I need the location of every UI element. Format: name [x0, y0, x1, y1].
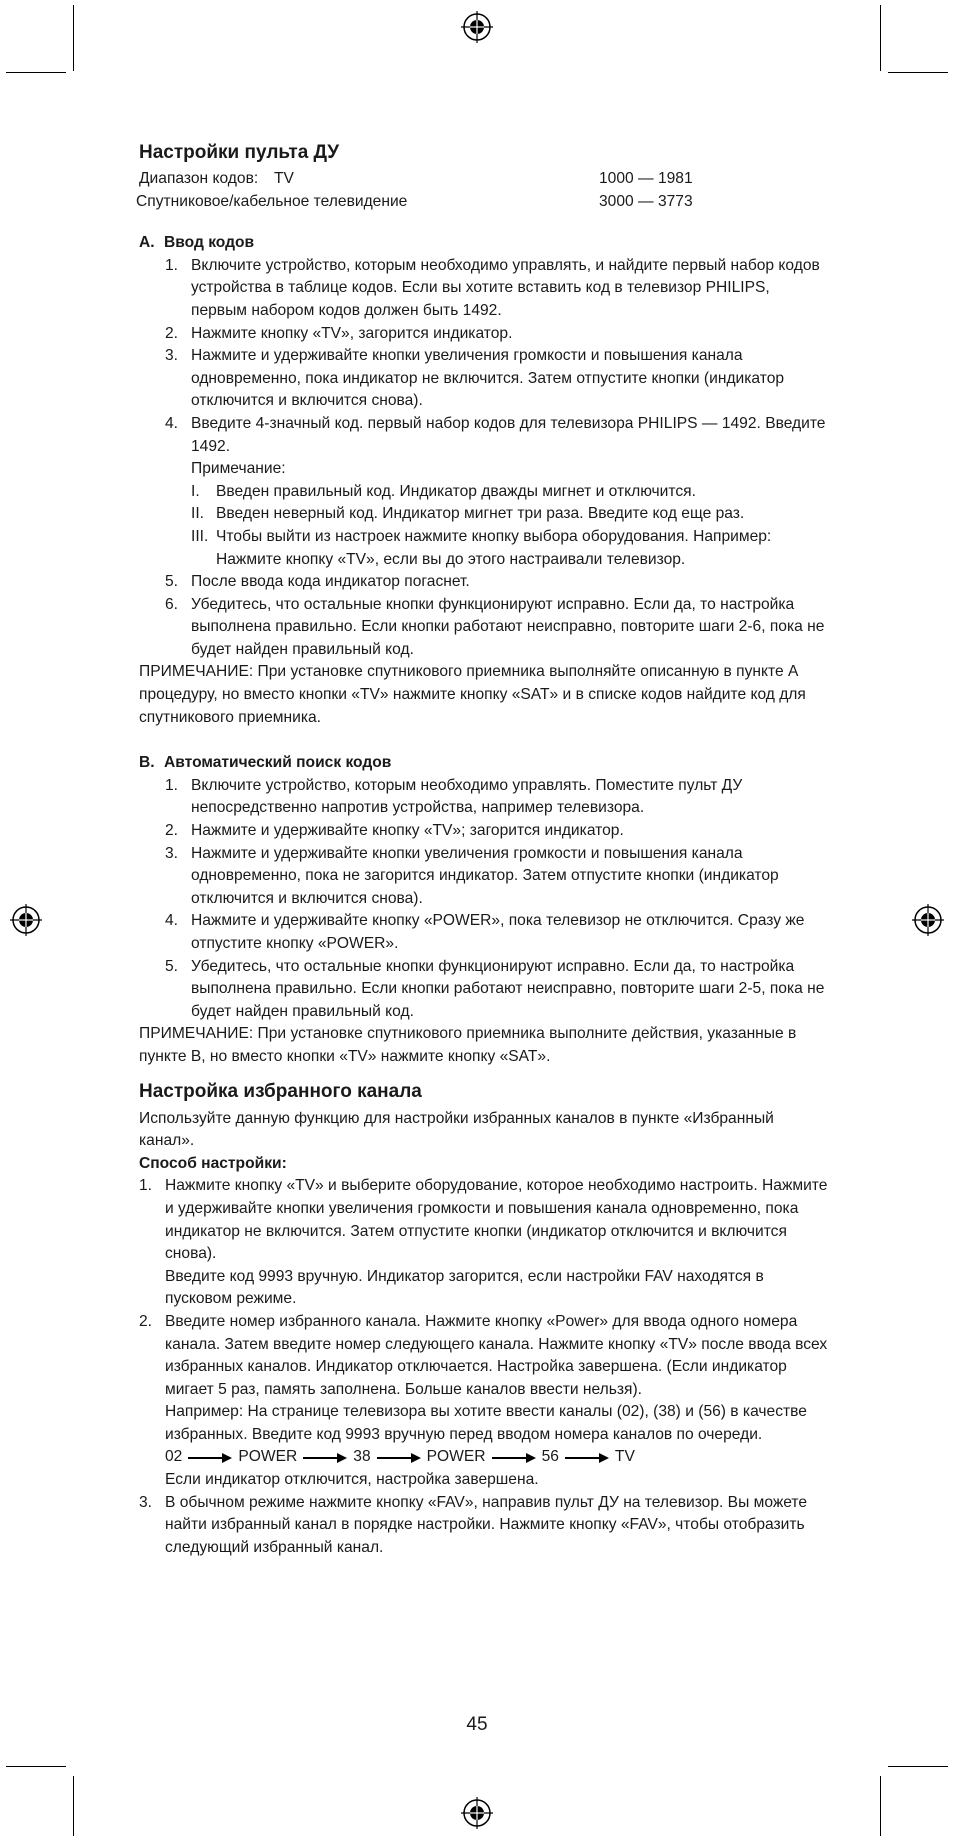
- registration-mark-icon: [912, 904, 944, 936]
- step-text: Введите номер избранного канала. Нажмите кнопку «Power» для ввода одного номера канала. Затем введите номер следующего канала. Нажмите кнопку «TV» после ввода всех избранных каналов. Индикатор отключается. Настройка завершена. (Если индикатор мигает 5 раз, память заполнена. Больше каналов ввести нельзя).: [165, 1312, 828, 1398]
- list-item: [165, 956, 829, 1024]
- crop-mark: [888, 72, 948, 73]
- list-item: [139, 1175, 829, 1311]
- note-list: [191, 481, 829, 571]
- step-text: Нажмите и удерживайте кнопку «TV»; загорится индикатор.: [191, 822, 624, 840]
- sequence-item: POWER: [238, 1448, 298, 1466]
- ranges-label: Диапазон кодов:: [139, 170, 259, 187]
- step-number: 1.: [165, 776, 179, 794]
- step-number: 3.: [139, 1493, 153, 1511]
- step-text: Включите устройство, которым необходимо управлять. Поместите пульт ДУ непосредственно напротив устройства, например телевизора.: [191, 776, 743, 817]
- list-item: [165, 255, 829, 323]
- section-a-steps: [165, 255, 829, 662]
- section-a-heading: [139, 232, 829, 255]
- example-text: Например: На странице телевизора вы хотите ввести каналы (02), (38) и (56) в качестве избранных. Введите код 9993 вручную перед вводом номера каналов по очереди.: [165, 1403, 807, 1443]
- note-number: II.: [191, 505, 204, 523]
- step-number: 4.: [165, 414, 179, 432]
- list-item: [165, 413, 829, 481]
- range-value: 1000 — 1981: [599, 170, 693, 187]
- fav-method-label: Способ настройки:: [139, 1154, 287, 1172]
- note-item: [191, 481, 829, 504]
- section-b-heading: [139, 752, 829, 775]
- step-text: Убедитесь, что остальные кнопки функционируют исправно. Если да, то настройка выполнена правильно. Если кнопки работают неисправно, повторите шаги 2-5, пока не будет найден правильный код.: [191, 957, 825, 1020]
- fav-intro: Используйте данную функцию для настройки избранных каналов в пункте «Избранный канал».: [139, 1109, 774, 1150]
- arrow-right-icon: [492, 1453, 536, 1463]
- list-item: [165, 820, 829, 843]
- step-number: 1.: [165, 256, 179, 274]
- crop-mark: [888, 1766, 948, 1767]
- step-text: Нажмите кнопку «TV» и выберите оборудование, которое необходимо настроить. Нажмите и удерживайте кнопки увеличения громкости и повышения канала одновременно, пока индикатор не включится. Затем отпустите кнопки (индикатор отключится и включится снова).: [165, 1177, 828, 1263]
- note-item: [191, 526, 829, 571]
- step-number: 5.: [165, 573, 179, 591]
- note-number: III.: [191, 527, 209, 545]
- step-text: Нажмите кнопку «TV», загорится индикатор.: [191, 324, 513, 342]
- sequence-item: POWER: [426, 1448, 486, 1466]
- step-number: 6.: [165, 595, 179, 613]
- crop-mark: [6, 1766, 66, 1767]
- step-text: В обычном режиме нажмите кнопку «FAV», направив пульт ДУ на телевизор. Вы можете найти избранный канал в порядке настройки. Нажмите кнопку «FAV», чтобы отобразить следующий избранный канал.: [165, 1493, 808, 1556]
- list-item: [165, 571, 829, 594]
- crop-mark: [6, 72, 66, 73]
- list-item: [165, 345, 829, 413]
- section-title: Автоматический поиск кодов: [164, 754, 392, 772]
- section-b-steps: [165, 775, 829, 1024]
- arrow-right-icon: [188, 1453, 232, 1463]
- arrow-right-icon: [377, 1453, 421, 1463]
- crop-mark: [880, 5, 881, 71]
- step-text: Введите 4-значный код. первый набор кодов для телевизора PHILIPS — 1492. Введите 1492.: [191, 414, 826, 455]
- crop-mark: [73, 1776, 74, 1836]
- range-device: Спутниковое/кабельное телевидение: [136, 192, 408, 210]
- section-title: Ввод кодов: [164, 234, 255, 252]
- range-value: 3000 — 3773: [599, 192, 693, 210]
- step-number: 3.: [165, 347, 179, 365]
- step-number: 1.: [139, 1177, 153, 1195]
- step-text: Включите устройство, которым необходимо управлять, и найдите первый набор кодов устройства в таблице кодов. Если вы хотите вставить код в телевизор PHILIPS, первым набором кодов должен быть 1492.: [191, 256, 820, 319]
- note-label: Примечание:: [191, 460, 286, 478]
- step-text: После ввода кода индикатор погаснет.: [191, 573, 470, 591]
- step-text: Нажмите и удерживайте кнопки увеличения громкости и повышения канала одновременно, пока не загорится индикатор. Затем отпустите кнопки (индикатор отключится и включится снова).: [191, 844, 779, 907]
- section-letter: A.: [139, 234, 155, 252]
- step-number: 2.: [139, 1312, 153, 1330]
- code-ranges: [136, 168, 829, 213]
- key-sequence: [165, 1446, 829, 1469]
- sequence-item: 02: [165, 1448, 183, 1466]
- step-text: Введите код 9993 вручную. Индикатор загорится, если настройки FAV находятся в пусковом режиме.: [165, 1267, 764, 1308]
- step-number: 2.: [165, 822, 179, 840]
- step-text: Нажмите и удерживайте кнопку «POWER», пока телевизор не отключится. Сразу же отпустите кнопку «POWER».: [191, 912, 805, 952]
- list-item: [165, 843, 829, 911]
- sequence-item: 56: [541, 1448, 559, 1466]
- crop-mark: [880, 1776, 881, 1836]
- step-number: 2.: [165, 324, 179, 342]
- list-item: [139, 1492, 829, 1560]
- list-item: [165, 594, 829, 662]
- registration-mark-icon: [10, 904, 42, 936]
- step-number: 4.: [165, 912, 179, 930]
- list-item: [165, 323, 829, 346]
- arrow-right-icon: [303, 1453, 347, 1463]
- step-text: Убедитесь, что остальные кнопки функционируют исправно. Если да, то настройка выполнена правильно. Если кнопки работают неисправно, повторите шаги 2-6, пока не будет найден правильный код.: [191, 595, 825, 658]
- note-text: Введен правильный код. Индикатор дважды мигнет и отключится.: [216, 482, 696, 500]
- page-number: 45: [466, 1714, 488, 1735]
- note-text: Чтобы выйти из настроек нажмите кнопку выбора оборудования. Например: Нажмите кнопку «TV», если вы до этого настраивали телевизор.: [216, 527, 772, 568]
- step-number: 5.: [165, 957, 179, 975]
- fav-steps: [139, 1175, 829, 1559]
- registration-mark-icon: [461, 11, 493, 43]
- list-item: [139, 1311, 829, 1492]
- step-number: 3.: [165, 844, 179, 862]
- section-b-remark: ПРИМЕЧАНИЕ: При установке спутникового приемника выполните действия, указанные в пункте B, но вместо кнопки «TV» нажмите кнопку «SAT».: [139, 1025, 797, 1065]
- note-item: [191, 503, 829, 526]
- section-a-remark: ПРИМЕЧАНИЕ: При установке спутникового приемника выполняйте описанную в пункте A процедуру, но вместо кнопки «TV» нажмите кнопку «SAT» и в списке кодов найдите код для спутникового приемника.: [139, 663, 806, 726]
- range-device: TV: [274, 170, 294, 187]
- sequence-item: TV: [614, 1448, 635, 1466]
- list-item: [165, 910, 829, 955]
- arrow-right-icon: [565, 1453, 609, 1463]
- note-text: Введен неверный код. Индикатор мигнет три раза. Введите код еще раз.: [216, 505, 745, 523]
- step-text: Нажмите и удерживайте кнопки увеличения громкости и повышения канала одновременно, пока индикатор не включится. Затем отпустите кнопки (индикатор отключится и включится снова).: [191, 347, 785, 410]
- section-letter: B.: [139, 754, 155, 772]
- crop-mark: [73, 5, 74, 71]
- registration-mark-icon: [461, 1797, 493, 1829]
- fav-heading: Настройка избранного канала: [139, 1080, 422, 1102]
- sequence-item: 38: [353, 1448, 371, 1466]
- step-text: Если индикатор отключится, настройка завершена.: [165, 1471, 539, 1489]
- page-content: [136, 140, 829, 1559]
- page-title: Настройки пульта ДУ: [139, 142, 340, 163]
- list-item: [165, 775, 829, 820]
- note-number: I.: [191, 482, 200, 500]
